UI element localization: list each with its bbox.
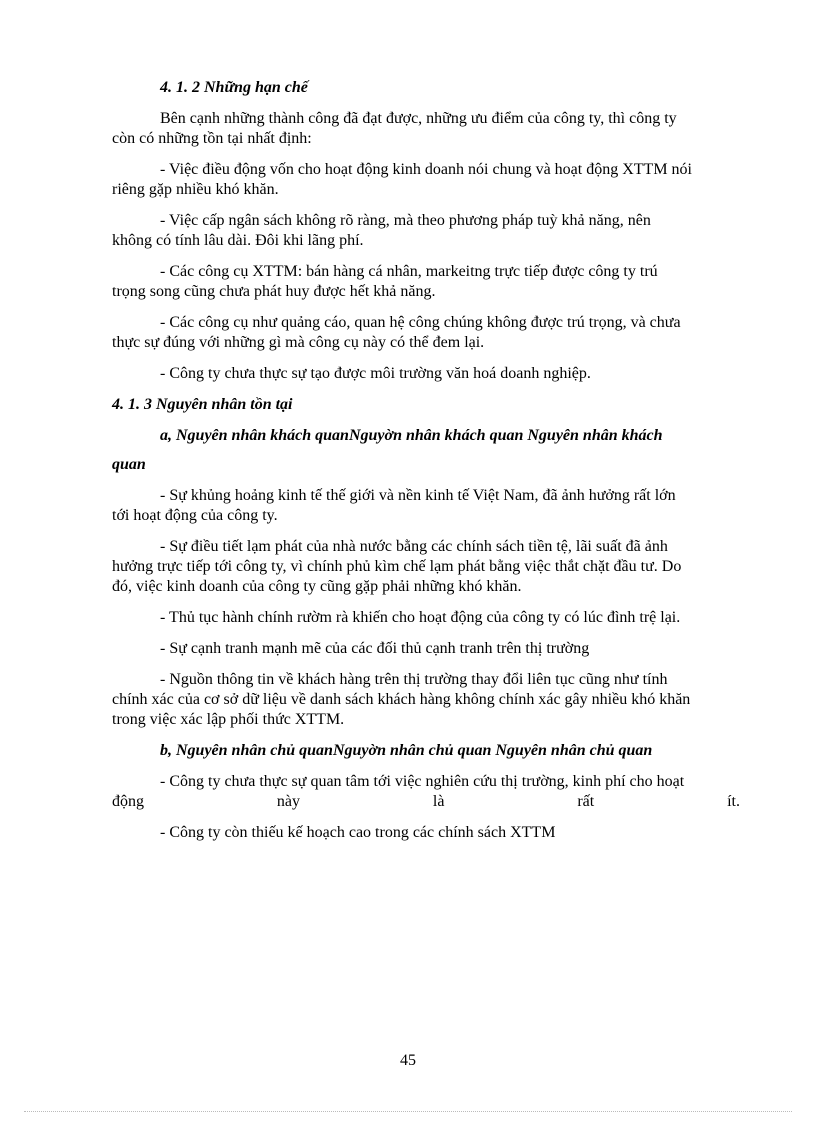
text-line: riêng gặp nhiều khó khăn. (112, 181, 279, 198)
text-line: - Nguồn thông tin về khách hàng trên thị trường thay đổi liên tục cũng như tính (160, 671, 668, 688)
text-line: a, Nguyên nhân khách quanNguyờn nhân khách quan Nguyên nhân khách (160, 427, 663, 444)
heading-objective-causes (112, 426, 740, 475)
paragraph-capital (112, 160, 740, 200)
word: ít. (727, 793, 740, 810)
paragraph-planning: - Công ty còn thiếu kế hoạch cao trong các chính sách XTTM (160, 824, 556, 841)
text-line: thực sự đúng với những gì mà công cụ này có thể đem lại. (112, 334, 485, 351)
text-line: - Sự khủng hoảng kinh tế thế giới và nền kinh tế Việt Nam, đã ảnh hưởng rất lớn (160, 487, 676, 504)
paragraph-intro (112, 109, 740, 149)
text-line: - Sự điều tiết lạm phát của nhà nước bằng các chính sách tiền tệ, lãi suất đã ảnh (160, 538, 668, 555)
text-line: Bên cạnh những thành công đã đạt được, những ưu điểm của công ty, thì công ty (160, 110, 677, 127)
text-line: quan (112, 456, 146, 473)
text-line: còn có những tồn tại nhất định: (112, 130, 312, 147)
text-line: - Các công cụ như quảng cáo, quan hệ công chúng không được trú trọng, và chưa (160, 314, 681, 331)
page-content (112, 78, 740, 843)
word: động (112, 793, 144, 810)
text-line: hưởng trực tiếp tới công ty, vì chính phủ kìm chế lạm phát bằng việc thắt chặt đầu tư. Do (112, 558, 682, 575)
text-line: trọng song cũng chưa phát huy được hết khả năng. (112, 283, 436, 300)
word: này (276, 793, 300, 810)
text-line: - Việc điều động vốn cho hoạt động kinh doanh nói chung và hoạt động XTTM nói (160, 161, 692, 178)
text-line: trong việc xác lập phối thức XTTM. (112, 711, 345, 728)
heading-4-1-3: 4. 1. 3 Nguyên nhân tồn tại (112, 396, 293, 413)
paragraph-research (112, 772, 740, 812)
paragraph-customer-info (112, 670, 740, 730)
paragraph-competition: - Sự cạnh tranh mạnh mẽ của các đối thủ cạnh tranh trên thị trường (160, 640, 590, 657)
paragraph-culture: - Công ty chưa thực sự tạo được môi trường văn hoá doanh nghiệp. (160, 365, 591, 382)
text-line: chính xác của cơ sở dữ liệu về danh sách khách hàng không chính xác gây nhiều khó khăn (112, 691, 691, 708)
paragraph-budget (112, 211, 740, 251)
heading-subjective-causes: b, Nguyên nhân chủ quanNguyờn nhân chủ quan Nguyên nhân chủ quan (160, 742, 653, 759)
text-line: - Công ty chưa thực sự quan tâm tới việc nghiên cứu thị trường, kinh phí cho hoạt (160, 773, 685, 790)
text-line: tới hoạt động của công ty. (112, 507, 278, 524)
text-line: - Các công cụ XTTM: bán hàng cá nhân, markeitng trực tiếp được công ty trú (160, 263, 658, 280)
paragraph-procedures: - Thủ tục hành chính rườm rà khiến cho hoạt động của công ty có lúc đình trệ lại. (160, 609, 681, 626)
paragraph-tools (112, 262, 740, 302)
page-bottom-border (24, 1111, 792, 1112)
page-number: 45 (400, 1052, 416, 1069)
justified-line (112, 792, 740, 812)
heading-4-1-2: 4. 1. 2 Những hạn chế (160, 79, 308, 96)
paragraph-inflation (112, 537, 740, 597)
text-line: đó, việc kinh doanh của công ty cũng gặp phải những khó khăn. (112, 578, 522, 595)
text-line: - Việc cấp ngân sách không rõ ràng, mà theo phương pháp tuỳ khả năng, nên (160, 212, 651, 229)
text-line: không có tính lâu dài. Đôi khi lãng phí. (112, 232, 364, 249)
paragraph-crisis (112, 486, 740, 526)
word: là (432, 793, 445, 810)
word: rất (577, 793, 595, 810)
paragraph-advertising (112, 313, 740, 353)
